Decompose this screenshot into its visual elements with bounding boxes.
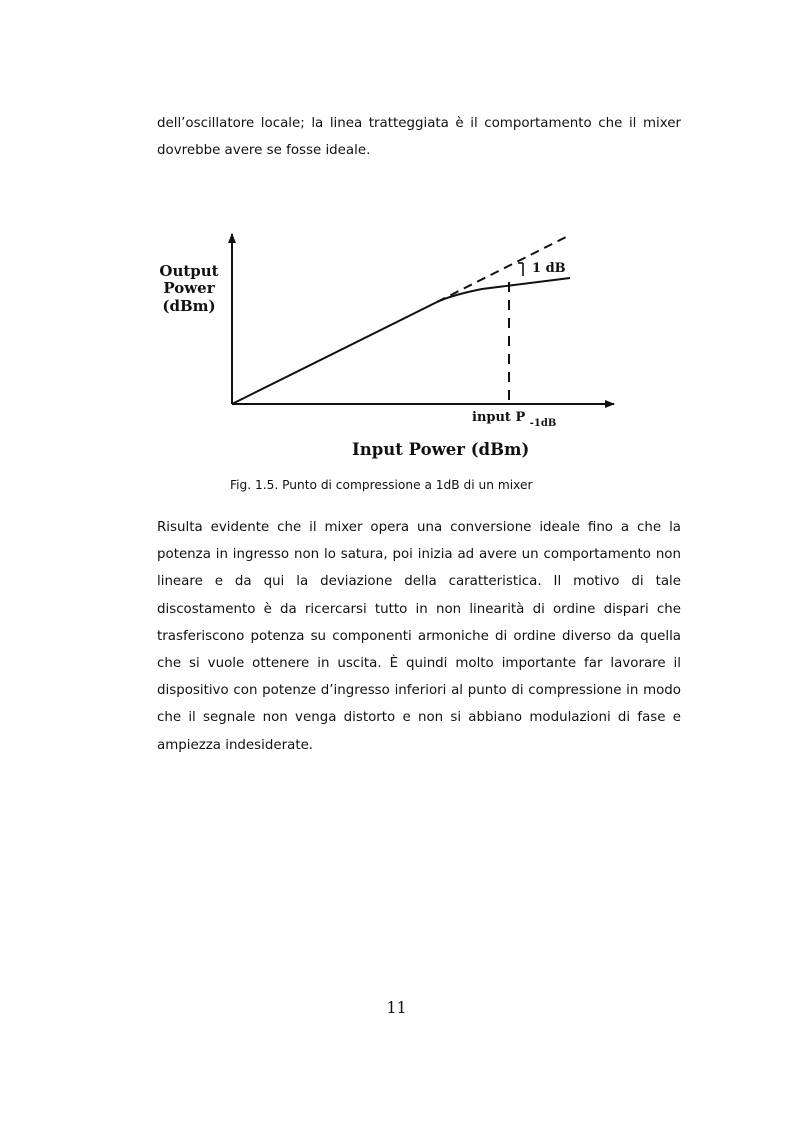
paragraph-body: Risulta evidente che il mixer opera una conversione ideale fino a che la potenza in ingresso non lo satura, poi inizia ad avere un comportamento non lineare e da qui la deviazione della caratteristica. Il motivo di tale discostamento è da ricercarsi tutto in non linearità di ordine dispari che trasferiscono potenza su componenti armoniche di ordine diverso da quella che si vuole ottenere in uscita. È quindi molto importante far lavorare il dispositivo con potenze d’ingresso inferiori al punto di compressione in modo che il segnale non venga distorto e non si abbiano modulazioni di fase e ampiezza indesiderate. [157, 520, 681, 753]
compression-point-figure [152, 192, 652, 464]
paragraph-intro-continuation: dell’oscillatore locale; la linea tratteggiata è il comportamento che il mixer dovrebbe avere se fosse ideale. [157, 116, 681, 159]
page-number: 11 [386, 998, 407, 1017]
linear-response-line [232, 302, 437, 404]
y-axis-label-line2: Power [163, 279, 215, 297]
y-axis-label-line3: (dBm) [162, 297, 216, 315]
compressed-response-curve [437, 278, 570, 302]
p1db-label [472, 410, 556, 429]
x-axis-label: Input Power (dBm) [352, 440, 530, 459]
p1db-label-sub: -1dB [529, 418, 557, 429]
figure-caption: Fig. 1.5. Punto di compressione a 1dB di un mixer [230, 478, 533, 492]
compression-label: 1 dB [532, 261, 566, 276]
p1db-label-main: input P [472, 410, 526, 425]
y-axis-label-line1: Output [159, 262, 219, 280]
